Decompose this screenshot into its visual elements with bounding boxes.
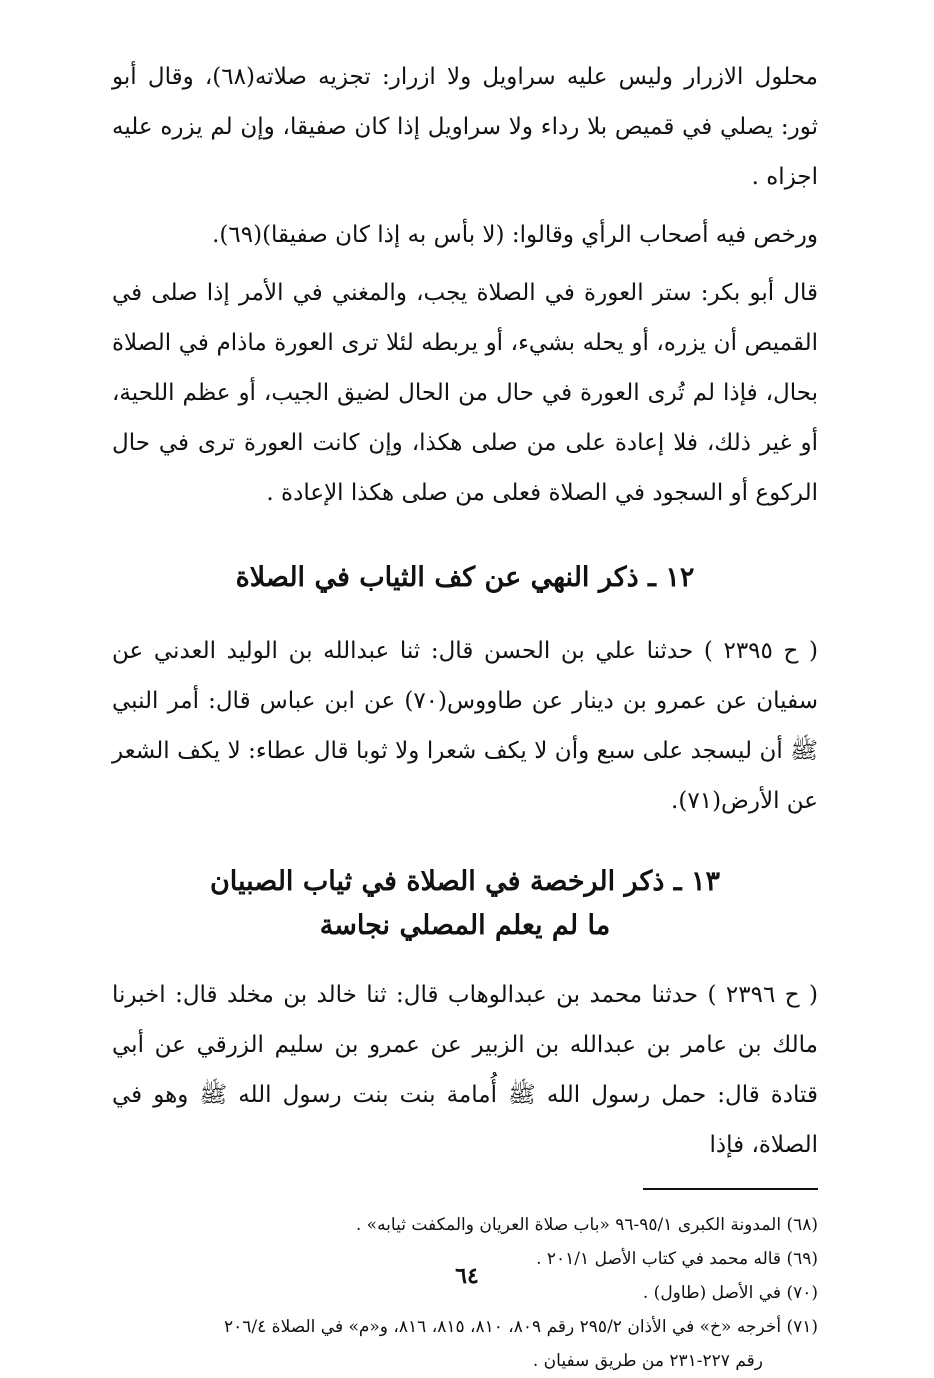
- section-13-hadith: ( ح ٢٣٩٦ ) حدثنا محمد بن عبدالوهاب قال: ثنا خالد بن مخلد قال: اخبرنا مالك بن عامر بن عبدالله بن الزبير عن عمرو بن سليم الزرقي عن أبي قتادة قال: حمل رسول الله ﷺ أُمامة بنت بنت رسول الله ﷺ وهو في الصلاة، فإذا: [112, 982, 818, 1158]
- section-13-heading-line1: ١٣ ـ ذكر الرخصة في الصلاة في ثياب الصبيان: [209, 866, 721, 897]
- footnote-divider: [643, 1188, 818, 1190]
- footnote-71-continuation: رقم ٢٢٧-٢٣١ من طريق سفيان .: [532, 1351, 763, 1371]
- footnote-71: (٧١) أخرجه «خ» في الأذان ٢٩٥/٢ رقم ٨٠٩، ٨١٠، ٨١٥، ٨١٦، و«م» في الصلاة ٢٠٦/٤: [224, 1317, 818, 1337]
- section-12-hadith: ( ح ٢٣٩٥ ) حدثنا علي بن الحسن قال: ثنا عبدالله بن الوليد العدني عن سفيان عن عمرو بن دينار عن طاووس(٧٠) عن ابن عباس قال: أمر النبي ﷺ أن ليسجد على سبع وأن لا يكف شعرا ولا ثوبا قال عطاء: لا يكف الشعر عن الأرض(٧١).: [112, 638, 819, 814]
- page-number: ٦٤: [455, 1263, 479, 1289]
- footnote-70: (٧٠) في الأصل (طاول) .: [642, 1283, 818, 1303]
- book-page: [112, 52, 818, 1378]
- footnote-68: (٦٨) المدونة الكبرى ٩٥/١-٩٦ «باب صلاة العريان والمكفت ثيابه» .: [355, 1215, 818, 1235]
- section-13-heading-line2: ما لم يعلم المصلي نجاسة: [319, 910, 611, 941]
- paragraph-intro: محلول الازرار وليس عليه سراويل ولا ازرار: تجزيه صلاته(٦٨)، وقال أبو ثور: يصلي في قميص بلا رداء ولا سراويل إذا كان صفيقا، وإن لم يزره عليه اجزاه .: [112, 64, 818, 190]
- paragraph-abu-bakr: قال أبو بكر: ستر العورة في الصلاة يجب، والمغني في الأمر إذا صلى في القميص أن يزره، أو يحله بشيء، أو يربطه لئلا ترى العورة ماذام في الصلاة بحال، فإذا لم تُرى العورة في حال من الحال لضيق الجيب، أو عظم اللحية، أو غير ذلك، فلا إعادة على من صلى هكذا، وإن كانت العورة ترى في حال الركوع أو السجود في الصلاة فعلى من صلى هكذا الإعادة .: [112, 280, 818, 506]
- section-12-heading: ١٢ ـ ذكر النهي عن كف الثياب في الصلاة: [235, 562, 695, 593]
- footnotes: [112, 1208, 818, 1378]
- footnote-69: (٦٩) قاله محمد في كتاب الأصل ٢٠١/١ .: [536, 1249, 818, 1269]
- paragraph-ashab-al-ray: ورخص فيه أصحاب الرأي وقالوا: (لا بأس به إذا كان صفيقا)(٦٩).: [212, 222, 818, 248]
